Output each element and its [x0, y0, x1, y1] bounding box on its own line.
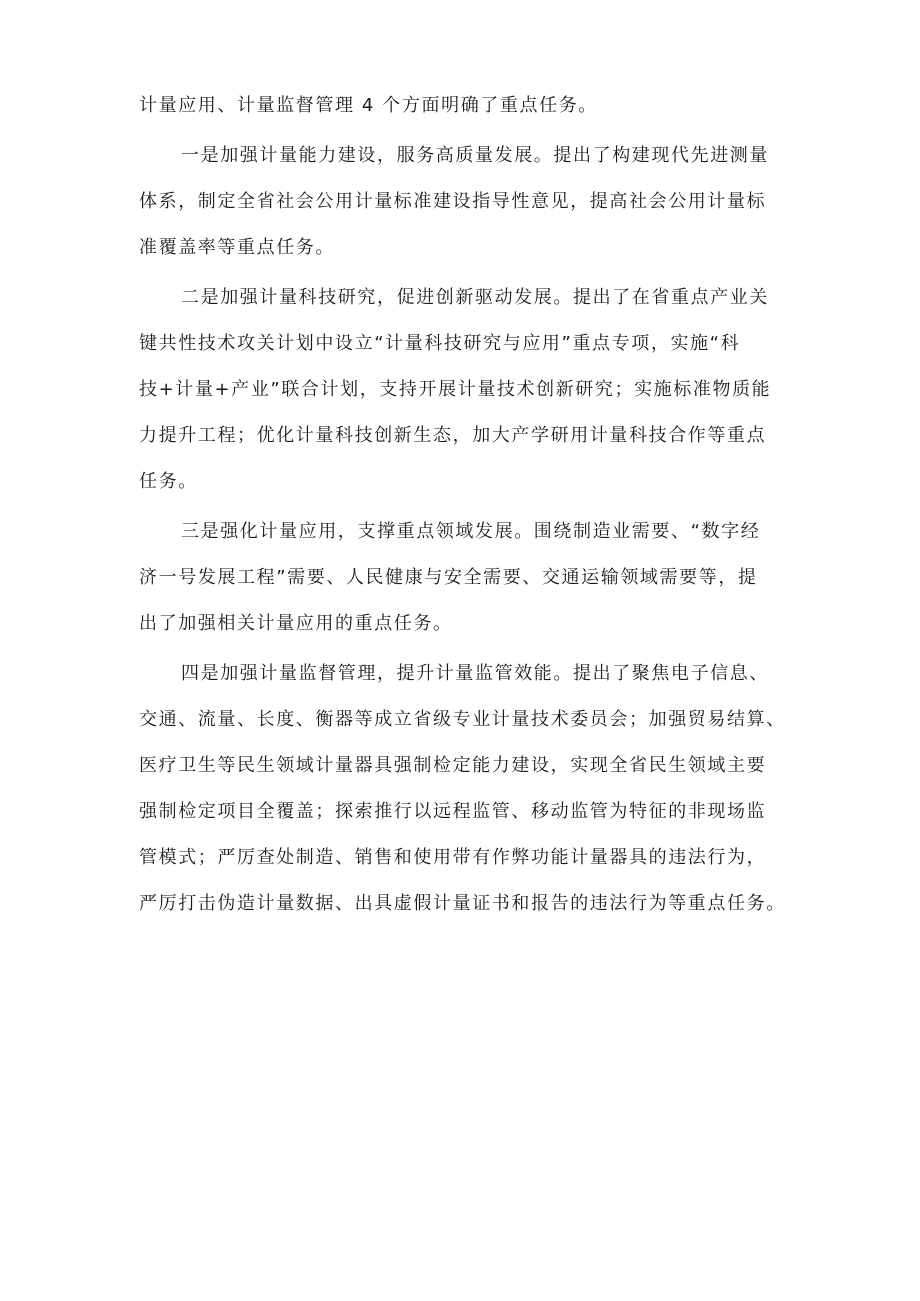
paragraph-2-line: 任务。: [139, 471, 198, 492]
paragraph-4-line: 医疗卫生等民生领域计量器具强制检定能力建设，实现全省民生领域主要: [139, 755, 767, 776]
paragraph-4-line: 严厉打击伪造计量数据、出具虚假计量证书和报告的违法行为等重点任务。: [139, 893, 786, 914]
document-body: [139, 94, 799, 916]
paragraph-2-line: 二是加强计量科技研究，促进创新驱动发展。提出了在省重点产业关: [181, 287, 769, 308]
paragraph-2-line: 键共性技术攻关计划中设立“计量科技研究与应用”重点专项，实施“科: [139, 333, 741, 354]
paragraph-3-line: 三是强化计量应用，支撑重点领域发展。围绕制造业需要、“数字经: [181, 521, 761, 542]
paragraph-1-line: 准覆盖率等重点任务。: [139, 237, 335, 258]
paragraph-4-line: 交通、流量、长度、衡器等成立省级专业计量技术委员会；加强贸易结算、: [139, 709, 786, 730]
text-line: 计量应用、计量监督管理 4 个方面明确了重点任务。: [139, 95, 598, 116]
paragraph-2-line: 力提升工程；优化计量科技创新生态，加大产学研用计量科技合作等重点: [139, 425, 767, 446]
paragraph-3-line: 济一号发展工程”需要、人民健康与安全需要、交通运输领域需要等，提: [139, 567, 758, 588]
paragraph-2-line: 技+计量+产业”联合计划，支持开展计量技术创新研究；实施标准物质能: [139, 379, 772, 400]
paragraph-4-line: 管模式；严厉查处制造、销售和使用带有作弊功能计量器具的违法行为，: [139, 847, 767, 868]
paragraph-4-line: 强制检定项目全覆盖；探索推行以远程监管、移动监管为特征的非现场监: [139, 801, 767, 822]
paragraph-4-line: 四是加强计量监督管理，提升计量监管效能。提出了聚焦电子信息、: [181, 663, 769, 684]
paragraph-1-line: 体系，制定全省社会公用计量标准建设指导性意见，提高社会公用计量标: [139, 191, 767, 212]
paragraph-1-line: 一是加强计量能力建设，服务高质量发展。提出了构建现代先进测量: [181, 145, 769, 166]
paragraph-3-line: 出了加强相关计量应用的重点任务。: [139, 613, 453, 634]
